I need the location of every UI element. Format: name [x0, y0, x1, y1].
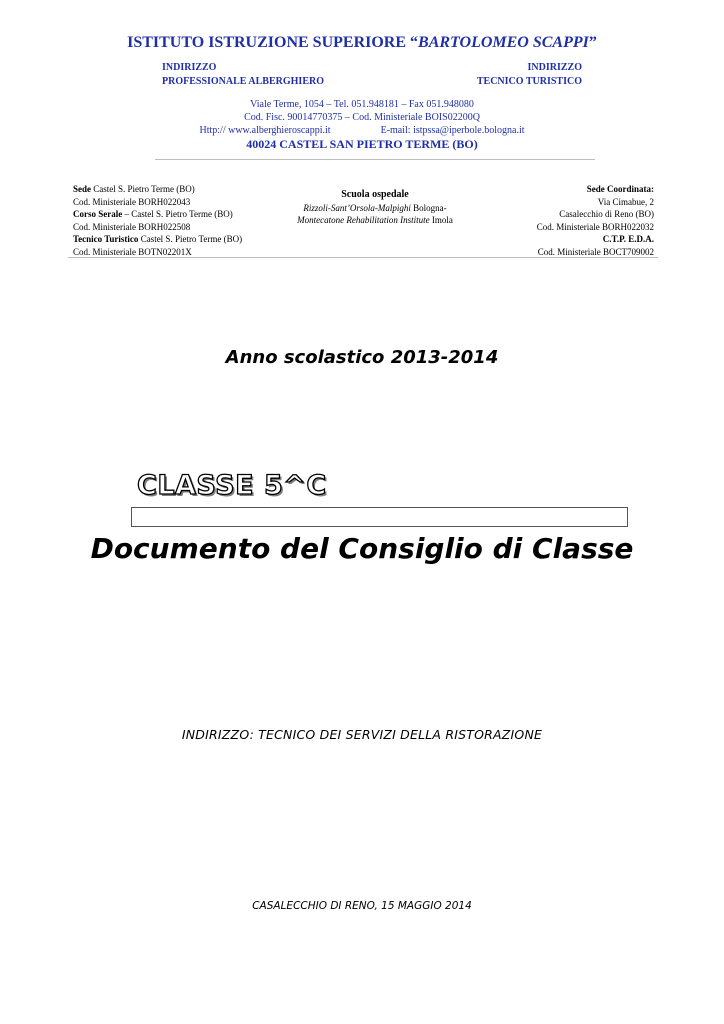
indirizzo-professionale: INDIRIZZO PROFESSIONALE ALBERGHIERO: [162, 62, 324, 87]
institute-codes: Cod. Fisc. 90014770375 – Cod. Ministeriale BOIS02200Q: [244, 112, 480, 123]
indirizzo-turistico: INDIRIZZO TECNICO TURISTICO: [476, 62, 582, 87]
institute-city: 40024 CASTEL SAN PIETRO TERME (BO): [246, 137, 478, 151]
institute-title: ISTITUTO ISTRUZIONE SUPERIORE “BARTOLOMEO SCAPPI”: [127, 34, 597, 51]
website-link[interactable]: Http:// www.alberghieroscappi.it: [199, 125, 331, 136]
indirizzo-line: INDIRIZZO: TECNICO DEI SERVIZI DELLA RISTORAZIONE: [181, 727, 543, 742]
institute-address: Viale Terme, 1054 – Tel. 051.948181 – Fax 051.948080: [250, 99, 474, 110]
sede-coordinata: Sede Coordinata: Via Cimabue, 2 Casalecchio di Reno (BO) Cod. Ministeriale BORH022032 C.T.P. E.D.A. Cod. Ministeriale BOCT709002: [536, 184, 654, 257]
class-heading: CLASSE 5^C: [137, 470, 327, 501]
institute-contacts: [0, 124, 724, 137]
place-date: CASALECCHIO DI RENO, 15 MAGGIO 2014: [252, 900, 472, 912]
sedi-left-column: Sede Castel S. Pietro Terme (BO) Cod. Ministeriale BORH022043 Corso Serale – Castel S. Pietro Terme (BO) Cod. Ministeriale BORH022508 Tecnico Turistico Castel S. Pietro Terme (BO) Cod. Ministeriale BOTN02201X: [73, 184, 243, 257]
scuola-ospedale: Scuola ospedale Rizzoli-Sant’Orsola-Malpighi Bologna- Montecatone Rehabilitation Institute Imola: [297, 189, 453, 225]
email-link[interactable]: E-mail: istpssa@iperbole.bologna.it: [380, 125, 525, 136]
school-year: Anno scolastico 2013-2014: [225, 347, 499, 368]
sedi-divider: [68, 257, 658, 258]
header-divider: [155, 159, 595, 160]
class-frame: [131, 507, 628, 527]
document-title: Documento del Consiglio di Classe: [90, 532, 634, 565]
